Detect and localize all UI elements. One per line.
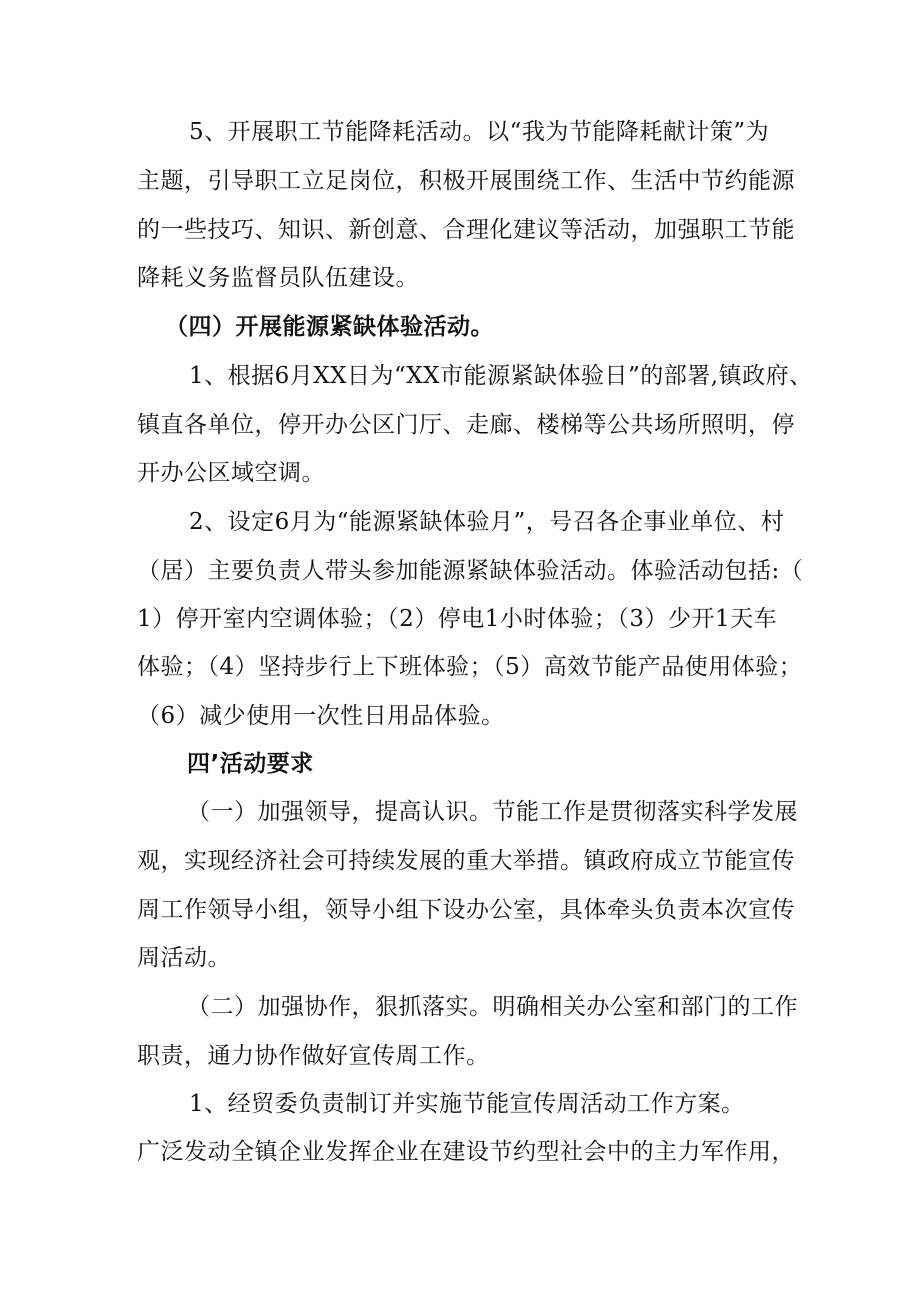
section-heading-requirements: 四’活动要求 [187,751,314,777]
paragraph-5-line-1: 5、开展职工节能降耗活动。以“我为节能降耗献计策”为 [189,119,770,145]
requirement-2-line-1: （二）加强协作，狠抓落实。明确相关办公室和部门的工作 [187,994,798,1020]
paragraph-4-1-line-2: 镇直各单位，停开办公区门厅、走廊、楼梯等公共场所照明，停 [137,412,795,438]
requirement-2-1-line-1: 1、经贸委负责制订并实施节能宣传周活动工作方案。 [189,1091,745,1117]
paragraph-4-2-line-4: 体验；（4）坚持步行上下班体验；（5）高效节能产品使用体验； [137,654,803,680]
requirement-2-1-line-2: 广泛发动全镇企业发挥企业在建设节约型社会中的主力军作用， [137,1139,795,1165]
requirement-1-line-4: 周活动。 [137,945,231,971]
requirement-1-line-3: 周工作领导小组，领导小组下设办公室，具体牵头负责本次宣传 [137,897,795,923]
paragraph-5-line-3: 的一些技巧、知识、新创意、合理化建议等活动，加强职工节能 [137,217,795,243]
requirement-1-line-1: （一）加强领导，提高认识。节能工作是贯彻落实科学发展 [187,799,798,825]
paragraph-4-2-line-2: （居）主要负责人带头参加能源紧缺体验活动。体验活动包括:（ [137,558,804,584]
paragraph-4-2-line-5: （6）减少使用一次性日用品体验。 [137,703,505,729]
paragraph-4-2-line-3: 1）停开室内空调体验；（2）停电1小时体验；（3）少开1天车 [137,606,778,632]
paragraph-4-1-line-1: 1、根据6月XX日为“XX市能源紧缺体验日”的部署,镇政府、 [189,363,813,389]
paragraph-4-1-line-3: 开办公区域空调。 [137,460,325,486]
requirement-2-line-2: 职责，通力协作做好宣传周工作。 [137,1043,490,1069]
requirement-1-line-2: 观，实现经济社会可持续发展的重大举措。镇政府成立节能宣传 [137,848,795,874]
paragraph-5-line-2: 主题，引导职工立足岗位，积极开展围绕工作、生活中节约能源 [137,168,795,194]
paragraph-4-2-line-1: 2、设定6月为“能源紧缺体验月”，号召各企事业单位、村 [189,509,785,535]
section-heading-4: （四）开展能源紧缺体验活动。 [165,314,494,340]
paragraph-5-line-4: 降耗义务监督员队伍建设。 [137,265,419,291]
